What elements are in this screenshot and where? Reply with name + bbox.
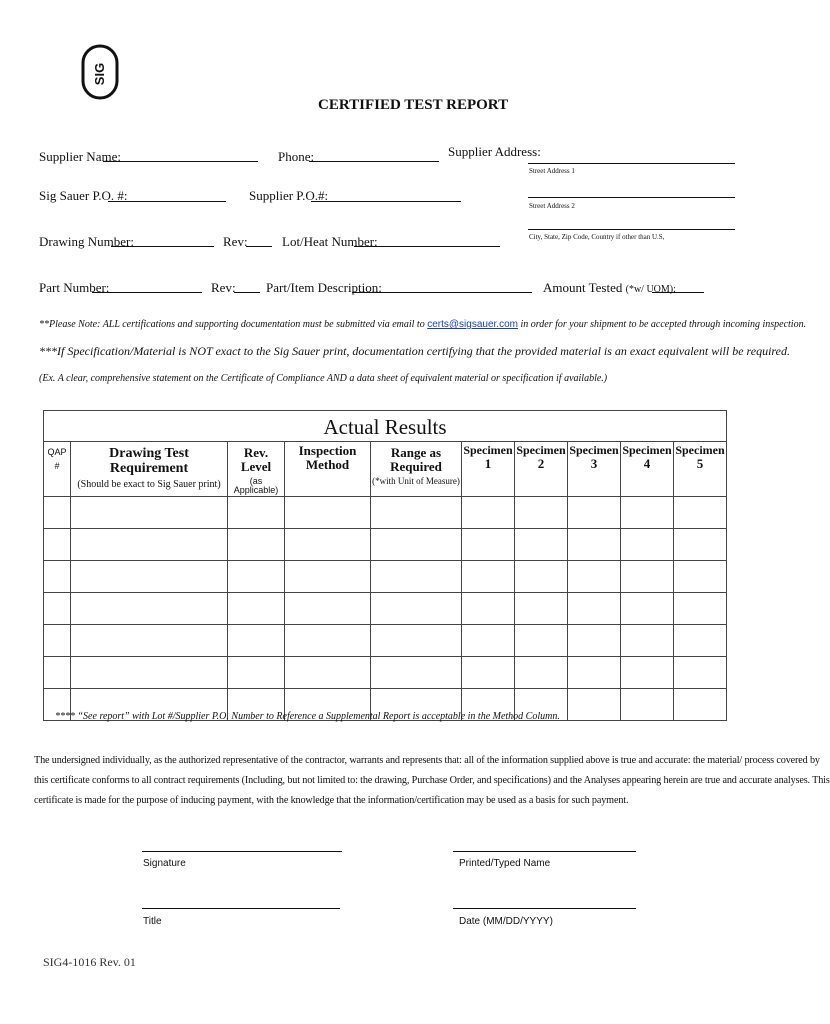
email-note (39, 319, 806, 330)
table-cell[interactable] (462, 529, 515, 561)
specimen-1-num: 1 (484, 456, 492, 472)
table-cell[interactable] (515, 625, 568, 657)
table-row (44, 561, 727, 593)
supplier-po-label: Supplier P.O.#: (249, 188, 329, 203)
specimen-4-num: 4 (643, 456, 651, 472)
actual-results-table (43, 410, 727, 721)
table-cell[interactable] (71, 529, 228, 561)
table-cell[interactable] (462, 657, 515, 689)
table-cell[interactable] (44, 497, 71, 529)
method-footnote: **** “See report” with Lot #/Supplier P.O. Number to Reference a Supplemental Report is acceptable in the Method Column. (55, 711, 560, 722)
table-cell[interactable] (371, 593, 462, 625)
table-cell[interactable] (71, 625, 228, 657)
table-cell[interactable] (621, 561, 674, 593)
table-cell[interactable] (462, 561, 515, 593)
table-row (44, 529, 727, 561)
title-line[interactable] (142, 908, 340, 909)
lot-heat-field[interactable] (354, 246, 500, 247)
rev-field[interactable] (246, 246, 272, 247)
table-cell[interactable] (515, 561, 568, 593)
inspection-label: Inspection (298, 443, 357, 458)
table-cell[interactable] (44, 593, 71, 625)
table-cell[interactable] (371, 529, 462, 561)
email-note-before: **Please Note: ALL certifications and supporting documentation must be submitted via email to (39, 319, 425, 330)
table-cell[interactable] (568, 561, 621, 593)
email-link[interactable]: certs@sigsauer.com (427, 319, 518, 330)
table-cell[interactable] (621, 689, 674, 721)
phone-field[interactable] (309, 161, 439, 162)
table-cell[interactable] (228, 529, 285, 561)
table-cell[interactable] (621, 657, 674, 689)
table-cell[interactable] (44, 561, 71, 593)
table-cell[interactable] (621, 529, 674, 561)
table-cell[interactable] (228, 625, 285, 657)
qap-label: QAP (47, 447, 67, 457)
table-cell[interactable] (674, 593, 727, 625)
col-range (371, 442, 462, 497)
example-note: (Ex. A clear, comprehensive statement on the Certificate of Compliance AND a data sheet of equivalent material or specification if available.) (39, 373, 608, 384)
specification-note: ***If Specification/Material is NOT exact to the Sig Sauer print, documentation certifying that the provided material is an exact equivalent will be required. (39, 344, 790, 358)
date-line[interactable] (453, 908, 636, 909)
specimen-4-label: Specimen (622, 443, 672, 457)
amount-tested-label (543, 280, 676, 296)
result-rows (44, 497, 727, 721)
rev2-label: Rev: (211, 280, 236, 295)
drawing-req-label: Drawing Test Requirement (109, 446, 189, 477)
signature-label: Signature (143, 858, 186, 869)
table-cell[interactable] (44, 657, 71, 689)
rev-label: Rev: (223, 234, 248, 249)
col-drawing-requirement (71, 442, 228, 497)
col-specimen-3 (568, 442, 621, 497)
col-specimen-4 (621, 442, 674, 497)
table-cell[interactable] (71, 561, 228, 593)
sig-logo (80, 44, 120, 102)
table-cell[interactable] (568, 625, 621, 657)
street-address-2-field[interactable] (528, 197, 735, 198)
table-cell[interactable] (371, 561, 462, 593)
table-cell[interactable] (568, 497, 621, 529)
specimen-5-label: Specimen (675, 443, 725, 457)
title-label: Title (143, 916, 162, 927)
table-cell[interactable] (285, 625, 371, 657)
table-cell[interactable] (462, 593, 515, 625)
table-cell[interactable] (674, 625, 727, 657)
sig-logo-icon (80, 44, 120, 102)
street-address-2-label: Street Address 2 (529, 202, 575, 210)
supplier-name-label: Supplier Name: (39, 149, 121, 164)
specimen-1-label: Specimen (463, 443, 513, 457)
col-specimen-2 (515, 442, 568, 497)
amount-tested-text: Amount Tested (543, 280, 623, 295)
table-cell[interactable] (674, 689, 727, 721)
col-specimen-1 (462, 442, 515, 497)
table-cell[interactable] (568, 529, 621, 561)
table-cell[interactable] (44, 529, 71, 561)
supplier-address-label: Supplier Address: (448, 144, 541, 159)
city-state-field[interactable] (528, 229, 735, 230)
rev-level-label: Rev. Level (240, 445, 272, 475)
table-cell[interactable] (285, 593, 371, 625)
specimen-2-num: 2 (537, 456, 545, 472)
table-cell[interactable] (44, 625, 71, 657)
sig-po-label: Sig Sauer P.O. #: (39, 188, 128, 203)
street-address-1-label: Street Address 1 (529, 167, 575, 175)
table-cell[interactable] (371, 625, 462, 657)
table-cell[interactable] (228, 593, 285, 625)
certification-line-1: The undersigned individually, as the authorized representative of the contractor, warrants and represents that: all of the information supplied above is true and accurate: the material/ process covered by (34, 755, 820, 766)
part-number-field[interactable] (92, 292, 202, 293)
table-cell[interactable] (228, 657, 285, 689)
rev-level-sub: (as Applicable) (233, 475, 279, 496)
table-cell[interactable] (228, 497, 285, 529)
table-row (44, 657, 727, 689)
table-cell[interactable] (285, 497, 371, 529)
phone-label: Phone: (278, 149, 315, 164)
part-desc-field[interactable] (352, 292, 532, 293)
signature-line[interactable] (142, 851, 342, 852)
table-cell[interactable] (568, 593, 621, 625)
table-cell[interactable] (71, 593, 228, 625)
table-cell[interactable] (462, 625, 515, 657)
city-state-label: City, State, Zip Code, Country if other than U.S, (529, 233, 665, 241)
method-label: Method (305, 457, 350, 473)
table-cell[interactable] (674, 497, 727, 529)
table-cell[interactable] (285, 657, 371, 689)
table-cell[interactable] (568, 657, 621, 689)
table-cell[interactable] (285, 561, 371, 593)
certification-line-2: this certificate conforms to all contract requirements (Including, but not limited to: the drawing, Purchase Order, and specifications) and the Analyses appearing herein are true and accurate analyses. This (34, 775, 830, 786)
amount-tested-field[interactable] (652, 292, 704, 293)
printed-name-label: Printed/Typed Name (459, 858, 551, 869)
table-cell[interactable] (515, 529, 568, 561)
table-cell[interactable] (674, 561, 727, 593)
range-label: Range as Required (390, 445, 442, 475)
specimen-3-num: 3 (590, 456, 598, 472)
table-cell[interactable] (71, 497, 228, 529)
table-cell[interactable] (568, 689, 621, 721)
table-cell[interactable] (674, 657, 727, 689)
date-label: Date (MM/DD/YYYY) (459, 916, 553, 927)
drawing-req-sub: (Should be exact to Sig Sauer print) (77, 478, 221, 490)
drawing-number-field[interactable] (111, 246, 214, 247)
page-title: CERTIFIED TEST REPORT (318, 97, 509, 113)
table-cell[interactable] (674, 529, 727, 561)
table-cell[interactable] (228, 561, 285, 593)
specimen-3-label: Specimen (569, 443, 619, 457)
table-cell[interactable] (371, 497, 462, 529)
form-id: SIG4-1016 Rev. 01 (43, 955, 136, 969)
specimen-2-label: Specimen (516, 443, 566, 457)
range-sub: (*with Unit of Measure) (372, 475, 460, 486)
table-cell[interactable] (71, 657, 228, 689)
table-cell[interactable] (371, 657, 462, 689)
certification-line-3: certificate is made for the purpose of inducing payment, with the knowledge that the information/certification may be used as a basis for such payment. (34, 795, 629, 806)
sig-po-field[interactable] (108, 201, 226, 202)
rev2-field[interactable] (234, 292, 260, 293)
table-cell[interactable] (621, 497, 674, 529)
table-cell[interactable] (621, 593, 674, 625)
table-cell[interactable] (515, 593, 568, 625)
drawing-number-label: Drawing Number: (39, 234, 134, 249)
lot-heat-label: Lot/Heat Number: (282, 234, 378, 249)
amount-uom-text: (*w/ UOM): (625, 284, 676, 295)
table-row (44, 497, 727, 529)
col-rev-level (228, 442, 285, 497)
svg-text:SIG: SIG (92, 62, 107, 86)
table-header-row (44, 442, 727, 497)
table-cell[interactable] (515, 657, 568, 689)
col-inspection-method (285, 442, 371, 497)
printed-name-line[interactable] (453, 851, 636, 852)
col-qap (44, 442, 71, 497)
supplier-po-field[interactable] (311, 201, 461, 202)
part-number-label: Part Number: (39, 280, 110, 295)
table-cell[interactable] (285, 529, 371, 561)
supplier-name-field[interactable] (103, 161, 258, 162)
col-specimen-5 (674, 442, 727, 497)
table-cell[interactable] (621, 625, 674, 657)
table-cell[interactable] (515, 497, 568, 529)
email-note-after: in order for your shipment to be accepted through incoming inspection. (520, 319, 807, 330)
street-address-1-field[interactable] (528, 163, 735, 164)
table-cell[interactable] (462, 497, 515, 529)
table-row (44, 593, 727, 625)
actual-results-title: Actual Results (44, 411, 727, 442)
qap-hash: # (54, 460, 60, 471)
part-desc-label: Part/Item Description: (266, 280, 382, 295)
specimen-5-num: 5 (696, 456, 704, 472)
table-row (44, 625, 727, 657)
